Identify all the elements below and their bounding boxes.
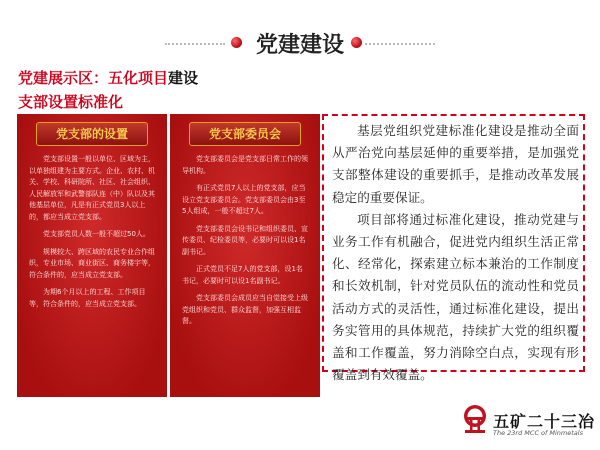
description-text-box — [322, 114, 585, 383]
subtitle-prefix: 党建展示区： — [18, 69, 109, 87]
poster-paragraph: 党支部党员人数一般不超过50人。 — [43, 230, 150, 238]
poster-text — [182, 154, 308, 328]
poster-paragraph: 规模较大、跨区域的农民专业合作组织，专业市场、商业街区、商务楼宇等，符合条件的，应当成立党支部。 — [29, 247, 155, 279]
company-logo-icon — [461, 404, 489, 436]
poster-paragraph: 党支部委员会是党支部日常工作的领导机构。 — [182, 155, 308, 175]
header-bullet-right-icon — [351, 37, 362, 48]
poster-paragraph: 有正式党员7人以上的党支部，应当设立党支部委员会。党支部委员会由3至5人组成，一般不超过7人。 — [182, 184, 306, 215]
poster-paragraph: 党支部设置一般以单位、区域为主，以单独组建为主要方式。企业、农村、机关、学校、科研院所、社区、社会组织、人民解放军和武警部队连（中）队以及其他基层单位，凡是有正式党员3人以上的，都应当成立党支部。 — [29, 155, 155, 221]
poster-paragraph: 党支部委员会成员应当自觉接受上级党组织和党员、群众监督，加强互相监督。 — [182, 294, 308, 325]
poster-branch-committee — [170, 114, 320, 397]
poster-heading: 党支部委员会 — [189, 122, 301, 146]
subtitle — [18, 67, 198, 88]
poster-branch-setup — [17, 114, 167, 397]
subtitle-suffix: 建设 — [168, 69, 199, 87]
body-paragraph: 项目部将通过标准化建设，推动党建与业务工作有机融合，促进党内组织生活正常化、经常化，探索建立标本兼治的工作制度和长效机制，针对党员队伍的流动性和党员活动方式的灵活性，通过标准化建设，提出务实管用的具体规范，持续扩大党的组织覆盖和工作覆盖，努力消除空白点，实现有形覆盖到有效覆盖。 — [332, 211, 579, 383]
company-name-en: The 23rd MCC of Minmetals — [493, 429, 583, 437]
poster-paragraph: 为期6个月以上的工程、工作项目等，符合条件的，应当成立党支部。 — [29, 288, 146, 308]
poster-text — [29, 154, 155, 310]
header-divider-right — [365, 43, 435, 45]
body-paragraph: 基层党组织党建标准化建设是推动全面从严治党向基层延伸的重要举措，是加强党支部整体建设的重要抓手，是推动改革发展稳定的重要保证。 — [332, 123, 579, 205]
poster-paragraph: 党支部委员会设书记和组织委员、宣传委员、纪检委员等，必要时可以设1名副书记。 — [182, 224, 308, 256]
section-title: 支部设置标准化 — [18, 93, 124, 111]
poster-paragraph: 正式党员不足7人的党支部，设1名书记，必要时可以设1名副书记。 — [182, 265, 303, 285]
header-divider-left — [165, 43, 225, 45]
header-bullet-left-icon — [231, 37, 242, 48]
page-title: 党建建设 — [255, 33, 344, 58]
poster-heading: 党支部的设置 — [36, 122, 148, 146]
company-name-cn: 五矿二十三冶 — [493, 412, 596, 431]
subtitle-project: 五化项目 — [108, 69, 169, 87]
